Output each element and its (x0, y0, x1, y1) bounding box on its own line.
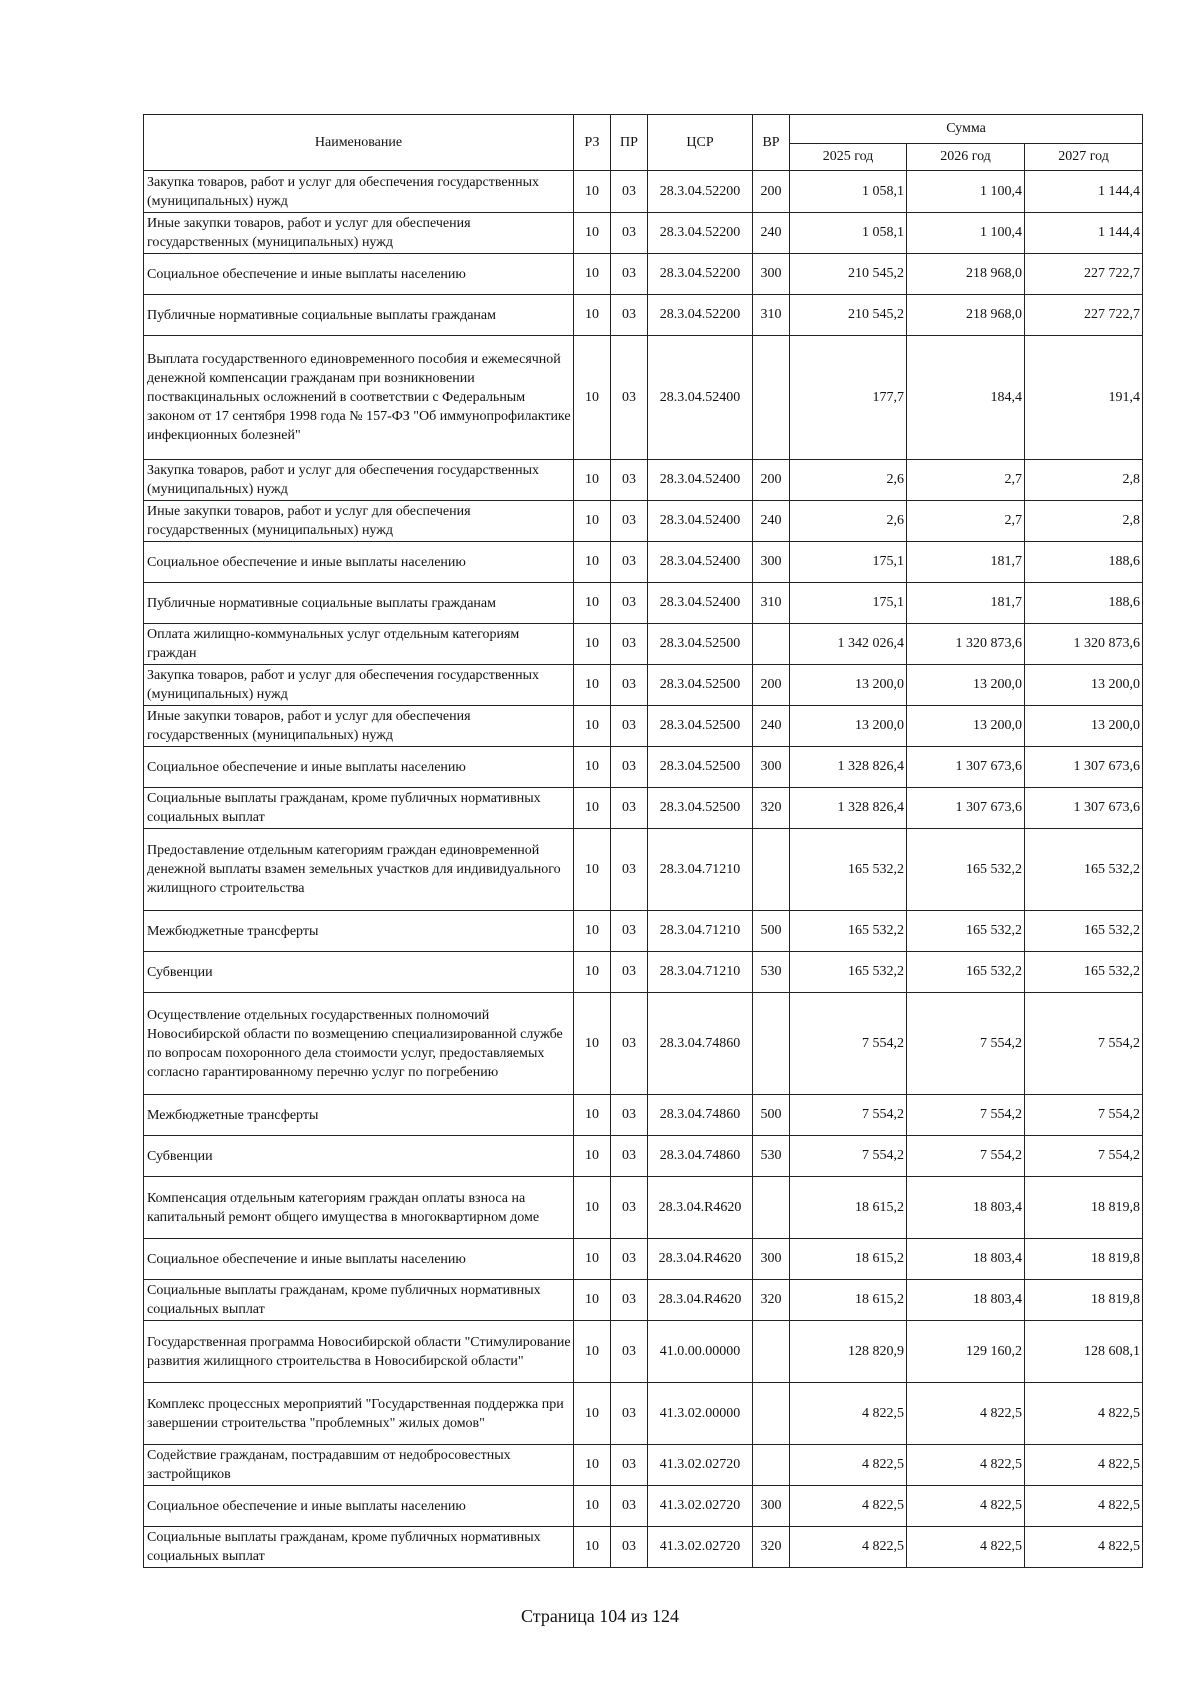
table-row (144, 624, 1143, 665)
table-row (144, 706, 1143, 747)
row-amount-2027-cell: 165 532,2 (1025, 911, 1143, 952)
row-rz-cell: 10 (574, 665, 611, 706)
row-vr-cell (753, 1321, 790, 1383)
header-csr: ЦСР (648, 115, 753, 171)
row-name-cell: Социальные выплаты гражданам, кроме публичных нормативных социальных выплат (144, 788, 574, 829)
row-name-cell: Социальные выплаты гражданам, кроме публичных нормативных социальных выплат (144, 1527, 574, 1568)
row-amount-2026-cell: 18 803,4 (907, 1239, 1025, 1280)
row-amount-2025-cell: 2,6 (790, 460, 907, 501)
row-name-cell: Социальное обеспечение и иные выплаты населению (144, 254, 574, 295)
row-csr-cell: 28.3.04.71210 (648, 829, 753, 911)
row-pr-cell: 03 (611, 911, 648, 952)
row-rz-cell: 10 (574, 1095, 611, 1136)
row-vr-cell: 300 (753, 542, 790, 583)
row-vr-cell (753, 624, 790, 665)
row-name-cell: Социальные выплаты гражданам, кроме публичных нормативных социальных выплат (144, 1280, 574, 1321)
row-name-cell: Оплата жилищно-коммунальных услуг отдельным категориям граждан (144, 624, 574, 665)
table-row (144, 993, 1143, 1095)
row-amount-2027-cell: 165 532,2 (1025, 829, 1143, 911)
row-name-cell: Содействие гражданам, пострадавшим от недобросовестных застройщиков (144, 1445, 574, 1486)
row-csr-cell: 28.3.04.52500 (648, 706, 753, 747)
row-csr-cell: 28.3.04.74860 (648, 1136, 753, 1177)
row-pr-cell: 03 (611, 583, 648, 624)
row-amount-2025-cell: 1 058,1 (790, 171, 907, 213)
row-pr-cell: 03 (611, 295, 648, 336)
row-rz-cell: 10 (574, 1321, 611, 1383)
row-csr-cell: 28.3.04.52500 (648, 624, 753, 665)
row-rz-cell: 10 (574, 1239, 611, 1280)
row-amount-2026-cell: 165 532,2 (907, 911, 1025, 952)
table-row (144, 1280, 1143, 1321)
row-name-cell: Межбюджетные трансферты (144, 1095, 574, 1136)
row-amount-2025-cell: 7 554,2 (790, 1136, 907, 1177)
row-vr-cell (753, 336, 790, 460)
row-amount-2026-cell: 181,7 (907, 583, 1025, 624)
header-row-top (144, 115, 1143, 144)
row-rz-cell: 10 (574, 1280, 611, 1321)
table-row (144, 829, 1143, 911)
row-amount-2026-cell: 18 803,4 (907, 1177, 1025, 1239)
row-amount-2027-cell: 4 822,5 (1025, 1445, 1143, 1486)
row-amount-2027-cell: 7 554,2 (1025, 1136, 1143, 1177)
row-name-cell: Государственная программа Новосибирской области "Стимулирование развития жилищного строительства в Новосибирской области" (144, 1321, 574, 1383)
row-csr-cell: 28.3.04.R4620 (648, 1177, 753, 1239)
row-rz-cell: 10 (574, 624, 611, 665)
row-csr-cell: 41.3.02.02720 (648, 1486, 753, 1527)
table-row (144, 747, 1143, 788)
row-name-cell: Закупка товаров, работ и услуг для обеспечения государственных (муниципальных) нужд (144, 171, 574, 213)
table-row (144, 460, 1143, 501)
row-amount-2027-cell: 4 822,5 (1025, 1383, 1143, 1445)
row-amount-2026-cell: 13 200,0 (907, 665, 1025, 706)
row-amount-2026-cell: 7 554,2 (907, 993, 1025, 1095)
row-csr-cell: 41.3.02.00000 (648, 1383, 753, 1445)
row-rz-cell: 10 (574, 542, 611, 583)
row-amount-2027-cell: 188,6 (1025, 583, 1143, 624)
row-vr-cell: 300 (753, 1486, 790, 1527)
row-pr-cell: 03 (611, 747, 648, 788)
row-pr-cell: 03 (611, 624, 648, 665)
row-rz-cell: 10 (574, 911, 611, 952)
row-vr-cell: 240 (753, 501, 790, 542)
row-amount-2026-cell: 218 968,0 (907, 295, 1025, 336)
row-vr-cell: 300 (753, 747, 790, 788)
table-row (144, 1445, 1143, 1486)
row-csr-cell: 28.3.04.74860 (648, 1095, 753, 1136)
header-rz: РЗ (574, 115, 611, 171)
row-amount-2026-cell: 13 200,0 (907, 706, 1025, 747)
table-row (144, 1136, 1143, 1177)
budget-table (143, 114, 1143, 1568)
row-name-cell: Социальное обеспечение и иные выплаты населению (144, 747, 574, 788)
row-amount-2027-cell: 1 144,4 (1025, 171, 1143, 213)
row-amount-2026-cell: 4 822,5 (907, 1383, 1025, 1445)
row-csr-cell: 28.3.04.52400 (648, 501, 753, 542)
row-amount-2025-cell: 13 200,0 (790, 665, 907, 706)
row-name-cell: Социальное обеспечение и иные выплаты населению (144, 1486, 574, 1527)
row-amount-2027-cell: 1 320 873,6 (1025, 624, 1143, 665)
row-amount-2027-cell: 1 307 673,6 (1025, 788, 1143, 829)
row-amount-2025-cell: 177,7 (790, 336, 907, 460)
row-pr-cell: 03 (611, 1321, 648, 1383)
row-name-cell: Субвенции (144, 1136, 574, 1177)
row-csr-cell: 28.3.04.52500 (648, 788, 753, 829)
row-amount-2025-cell: 210 545,2 (790, 295, 907, 336)
row-name-cell: Закупка товаров, работ и услуг для обеспечения государственных (муниципальных) нужд (144, 665, 574, 706)
row-amount-2027-cell: 191,4 (1025, 336, 1143, 460)
row-name-cell: Социальное обеспечение и иные выплаты населению (144, 542, 574, 583)
row-pr-cell: 03 (611, 171, 648, 213)
row-vr-cell: 310 (753, 295, 790, 336)
row-amount-2026-cell: 1 307 673,6 (907, 747, 1025, 788)
row-name-cell: Выплата государственного единовременного пособия и ежемесячной денежной компенсации гражданам при возникновении поствакцинальных осложнений в соответствии с Федеральным законом от 17 сентября 1998 года № 157-ФЗ "Об иммунопрофилактике инфекционных болезней" (144, 336, 574, 460)
row-amount-2025-cell: 4 822,5 (790, 1486, 907, 1527)
row-rz-cell: 10 (574, 1136, 611, 1177)
row-amount-2025-cell: 18 615,2 (790, 1280, 907, 1321)
table-row (144, 665, 1143, 706)
row-rz-cell: 10 (574, 295, 611, 336)
row-csr-cell: 41.3.02.02720 (648, 1445, 753, 1486)
table-row (144, 1486, 1143, 1527)
row-amount-2025-cell: 165 532,2 (790, 952, 907, 993)
row-name-cell: Осуществление отдельных государственных полномочий Новосибирской области по возмещению специализированной службе по вопросам похоронного дела стоимости услуг, предоставляемых согласно гарантированному перечню услуг по погребению (144, 993, 574, 1095)
row-vr-cell: 530 (753, 952, 790, 993)
row-pr-cell: 03 (611, 1280, 648, 1321)
row-vr-cell: 500 (753, 1095, 790, 1136)
row-amount-2027-cell: 4 822,5 (1025, 1486, 1143, 1527)
row-csr-cell: 28.3.04.52500 (648, 665, 753, 706)
row-pr-cell: 03 (611, 1239, 648, 1280)
row-vr-cell (753, 1177, 790, 1239)
row-amount-2026-cell: 1 100,4 (907, 171, 1025, 213)
row-vr-cell: 200 (753, 171, 790, 213)
row-amount-2025-cell: 165 532,2 (790, 911, 907, 952)
header-year-2026: 2026 год (907, 144, 1025, 171)
row-rz-cell: 10 (574, 829, 611, 911)
row-rz-cell: 10 (574, 1383, 611, 1445)
row-amount-2025-cell: 18 615,2 (790, 1177, 907, 1239)
row-csr-cell: 28.3.04.74860 (648, 993, 753, 1095)
header-name: Наименование (144, 115, 574, 171)
row-rz-cell: 10 (574, 460, 611, 501)
row-pr-cell: 03 (611, 1177, 648, 1239)
row-pr-cell: 03 (611, 788, 648, 829)
row-amount-2027-cell: 18 819,8 (1025, 1239, 1143, 1280)
row-amount-2025-cell: 165 532,2 (790, 829, 907, 911)
row-amount-2027-cell: 227 722,7 (1025, 254, 1143, 295)
row-amount-2027-cell: 4 822,5 (1025, 1527, 1143, 1568)
row-amount-2027-cell: 13 200,0 (1025, 706, 1143, 747)
row-amount-2025-cell: 1 058,1 (790, 213, 907, 254)
row-amount-2027-cell: 13 200,0 (1025, 665, 1143, 706)
row-csr-cell: 28.3.04.52200 (648, 254, 753, 295)
table-row (144, 295, 1143, 336)
row-name-cell: Компенсация отдельным категориям граждан оплаты взноса на капитальный ремонт общего имущества в многоквартирном доме (144, 1177, 574, 1239)
table-row (144, 952, 1143, 993)
row-pr-cell: 03 (611, 1445, 648, 1486)
row-csr-cell: 28.3.04.R4620 (648, 1280, 753, 1321)
table-row (144, 1239, 1143, 1280)
header-sum: Сумма (790, 115, 1143, 144)
row-amount-2025-cell: 2,6 (790, 501, 907, 542)
row-csr-cell: 41.3.02.02720 (648, 1527, 753, 1568)
row-vr-cell: 240 (753, 213, 790, 254)
table-row (144, 501, 1143, 542)
table-row (144, 1383, 1143, 1445)
row-amount-2025-cell: 1 342 026,4 (790, 624, 907, 665)
row-amount-2026-cell: 4 822,5 (907, 1486, 1025, 1527)
row-rz-cell: 10 (574, 1527, 611, 1568)
row-amount-2027-cell: 18 819,8 (1025, 1280, 1143, 1321)
row-csr-cell: 28.3.04.52400 (648, 542, 753, 583)
header-year-2027: 2027 год (1025, 144, 1143, 171)
row-csr-cell: 28.3.04.52400 (648, 583, 753, 624)
row-pr-cell: 03 (611, 1383, 648, 1445)
table-row (144, 583, 1143, 624)
row-csr-cell: 28.3.04.52200 (648, 295, 753, 336)
table-row (144, 1527, 1143, 1568)
row-amount-2027-cell: 188,6 (1025, 542, 1143, 583)
row-csr-cell: 41.0.00.00000 (648, 1321, 753, 1383)
header-vr: ВР (753, 115, 790, 171)
row-vr-cell: 320 (753, 1280, 790, 1321)
row-rz-cell: 10 (574, 952, 611, 993)
row-amount-2025-cell: 4 822,5 (790, 1383, 907, 1445)
table-row (144, 1095, 1143, 1136)
table-row (144, 254, 1143, 295)
row-vr-cell: 300 (753, 1239, 790, 1280)
row-pr-cell: 03 (611, 501, 648, 542)
row-rz-cell: 10 (574, 1445, 611, 1486)
row-amount-2027-cell: 128 608,1 (1025, 1321, 1143, 1383)
row-pr-cell: 03 (611, 829, 648, 911)
row-vr-cell: 300 (753, 254, 790, 295)
row-name-cell: Иные закупки товаров, работ и услуг для обеспечения государственных (муниципальных) нужд (144, 213, 574, 254)
row-amount-2026-cell: 184,4 (907, 336, 1025, 460)
row-amount-2027-cell: 7 554,2 (1025, 1095, 1143, 1136)
row-vr-cell: 320 (753, 788, 790, 829)
row-name-cell: Предоставление отдельным категориям граждан единовременной денежной выплаты взамен земельных участков для индивидуального жилищного строительства (144, 829, 574, 911)
row-amount-2025-cell: 1 328 826,4 (790, 747, 907, 788)
row-amount-2027-cell: 7 554,2 (1025, 993, 1143, 1095)
row-amount-2027-cell: 2,8 (1025, 460, 1143, 501)
table-row (144, 1321, 1143, 1383)
page-number: Страница 104 из 124 (521, 1606, 679, 1626)
row-pr-cell: 03 (611, 336, 648, 460)
row-pr-cell: 03 (611, 1527, 648, 1568)
row-amount-2027-cell: 2,8 (1025, 501, 1143, 542)
row-vr-cell: 530 (753, 1136, 790, 1177)
row-pr-cell: 03 (611, 952, 648, 993)
row-name-cell: Публичные нормативные социальные выплаты гражданам (144, 295, 574, 336)
table-row (144, 1177, 1143, 1239)
row-amount-2027-cell: 227 722,7 (1025, 295, 1143, 336)
row-amount-2027-cell: 165 532,2 (1025, 952, 1143, 993)
row-rz-cell: 10 (574, 501, 611, 542)
table-row (144, 788, 1143, 829)
row-csr-cell: 28.3.04.71210 (648, 911, 753, 952)
row-amount-2025-cell: 1 328 826,4 (790, 788, 907, 829)
row-vr-cell: 200 (753, 460, 790, 501)
row-amount-2025-cell: 128 820,9 (790, 1321, 907, 1383)
row-vr-cell: 500 (753, 911, 790, 952)
row-rz-cell: 10 (574, 993, 611, 1095)
row-amount-2026-cell: 165 532,2 (907, 952, 1025, 993)
row-amount-2026-cell: 1 307 673,6 (907, 788, 1025, 829)
table-row (144, 336, 1143, 460)
row-amount-2025-cell: 18 615,2 (790, 1239, 907, 1280)
row-amount-2026-cell: 7 554,2 (907, 1136, 1025, 1177)
row-amount-2025-cell: 210 545,2 (790, 254, 907, 295)
row-pr-cell: 03 (611, 993, 648, 1095)
row-rz-cell: 10 (574, 747, 611, 788)
row-vr-cell: 200 (753, 665, 790, 706)
row-vr-cell (753, 1383, 790, 1445)
row-amount-2026-cell: 129 160,2 (907, 1321, 1025, 1383)
row-csr-cell: 28.3.04.52200 (648, 171, 753, 213)
row-amount-2025-cell: 175,1 (790, 583, 907, 624)
row-pr-cell: 03 (611, 1136, 648, 1177)
row-name-cell: Субвенции (144, 952, 574, 993)
row-amount-2026-cell: 18 803,4 (907, 1280, 1025, 1321)
table-row (144, 171, 1143, 213)
row-amount-2025-cell: 175,1 (790, 542, 907, 583)
row-csr-cell: 28.3.04.52200 (648, 213, 753, 254)
row-amount-2026-cell: 181,7 (907, 542, 1025, 583)
table-body (144, 171, 1143, 1568)
row-csr-cell: 28.3.04.71210 (648, 952, 753, 993)
row-pr-cell: 03 (611, 542, 648, 583)
table-row (144, 542, 1143, 583)
row-amount-2026-cell: 7 554,2 (907, 1095, 1025, 1136)
row-rz-cell: 10 (574, 1177, 611, 1239)
row-vr-cell: 240 (753, 706, 790, 747)
row-pr-cell: 03 (611, 254, 648, 295)
row-name-cell: Комплекс процессных мероприятий "Государственная поддержка при завершении строительства "проблемных" жилых домов" (144, 1383, 574, 1445)
row-pr-cell: 03 (611, 460, 648, 501)
header-year-2025: 2025 год (790, 144, 907, 171)
row-rz-cell: 10 (574, 788, 611, 829)
row-rz-cell: 10 (574, 171, 611, 213)
row-amount-2025-cell: 7 554,2 (790, 993, 907, 1095)
row-pr-cell: 03 (611, 1095, 648, 1136)
row-vr-cell (753, 1445, 790, 1486)
row-name-cell: Межбюджетные трансферты (144, 911, 574, 952)
row-amount-2026-cell: 4 822,5 (907, 1445, 1025, 1486)
row-name-cell: Публичные нормативные социальные выплаты гражданам (144, 583, 574, 624)
row-vr-cell: 320 (753, 1527, 790, 1568)
row-amount-2027-cell: 1 307 673,6 (1025, 747, 1143, 788)
row-pr-cell: 03 (611, 665, 648, 706)
row-vr-cell (753, 993, 790, 1095)
row-amount-2025-cell: 13 200,0 (790, 706, 907, 747)
budget-table-sheet (143, 114, 1142, 1568)
row-name-cell: Закупка товаров, работ и услуг для обеспечения государственных (муниципальных) нужд (144, 460, 574, 501)
row-pr-cell: 03 (611, 1486, 648, 1527)
row-csr-cell: 28.3.04.R4620 (648, 1239, 753, 1280)
row-amount-2026-cell: 165 532,2 (907, 829, 1025, 911)
row-name-cell: Иные закупки товаров, работ и услуг для обеспечения государственных (муниципальных) нужд (144, 501, 574, 542)
row-csr-cell: 28.3.04.52500 (648, 747, 753, 788)
row-amount-2026-cell: 218 968,0 (907, 254, 1025, 295)
row-rz-cell: 10 (574, 1486, 611, 1527)
row-amount-2025-cell: 7 554,2 (790, 1095, 907, 1136)
row-csr-cell: 28.3.04.52400 (648, 336, 753, 460)
header-pr: ПР (611, 115, 648, 171)
row-pr-cell: 03 (611, 706, 648, 747)
row-rz-cell: 10 (574, 213, 611, 254)
row-rz-cell: 10 (574, 336, 611, 460)
row-vr-cell: 310 (753, 583, 790, 624)
row-amount-2027-cell: 18 819,8 (1025, 1177, 1143, 1239)
row-amount-2025-cell: 4 822,5 (790, 1445, 907, 1486)
row-amount-2026-cell: 1 320 873,6 (907, 624, 1025, 665)
row-rz-cell: 10 (574, 706, 611, 747)
row-rz-cell: 10 (574, 254, 611, 295)
row-vr-cell (753, 829, 790, 911)
row-rz-cell: 10 (574, 583, 611, 624)
row-amount-2026-cell: 2,7 (907, 460, 1025, 501)
row-amount-2027-cell: 1 144,4 (1025, 213, 1143, 254)
row-name-cell: Иные закупки товаров, работ и услуг для обеспечения государственных (муниципальных) нужд (144, 706, 574, 747)
row-csr-cell: 28.3.04.52400 (648, 460, 753, 501)
row-amount-2026-cell: 1 100,4 (907, 213, 1025, 254)
row-name-cell: Социальное обеспечение и иные выплаты населению (144, 1239, 574, 1280)
table-row (144, 213, 1143, 254)
table-row (144, 911, 1143, 952)
row-amount-2025-cell: 4 822,5 (790, 1527, 907, 1568)
row-amount-2026-cell: 4 822,5 (907, 1527, 1025, 1568)
row-pr-cell: 03 (611, 213, 648, 254)
row-amount-2026-cell: 2,7 (907, 501, 1025, 542)
